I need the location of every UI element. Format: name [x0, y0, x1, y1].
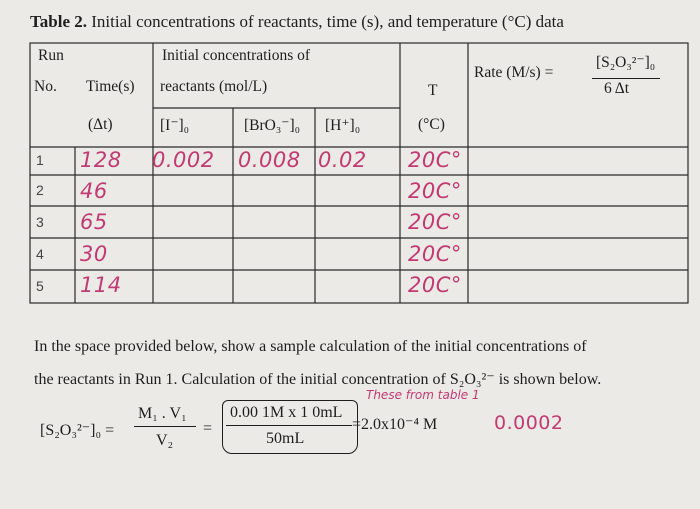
calc-fraction-bar: [134, 426, 196, 427]
row-5-time: 114: [80, 273, 122, 297]
row-3-time: 65: [80, 210, 108, 234]
header-iodide: [I⁻]₀: [160, 117, 190, 134]
handwritten-note: These from table 1: [366, 388, 480, 402]
table-title-label: Table 2.: [30, 12, 88, 31]
instructions-line-1: In the space provided below, show a sample calculation of the initial concentrations of: [34, 338, 587, 355]
header-no: No.: [34, 78, 57, 95]
header-hydrogen: [H⁺]₀: [325, 117, 361, 134]
calc-box-denominator: 50mL: [266, 430, 305, 447]
row-2-run: 2: [36, 182, 44, 198]
header-rate: Rate (M/s) =: [474, 64, 554, 81]
instructions-line-2: the reactants in Run 1. Calculation of the initial concentration of S₂O₃²⁻ is shown below.: [34, 371, 602, 388]
row-4-run: 4: [36, 246, 44, 262]
row-1-bromate: 0.008: [238, 148, 301, 172]
calc-result: =2.0x10⁻⁴ M: [352, 416, 438, 433]
header-delta-t: (Δt): [88, 116, 113, 133]
rate-fraction-bar: [592, 78, 660, 79]
row-1-temp: 20C°: [408, 148, 462, 172]
header-temp: T: [428, 82, 438, 99]
header-initial-conc: Initial concentrations of: [162, 47, 311, 64]
header-run: Run: [38, 47, 64, 64]
calc-denominator: V₂: [156, 432, 174, 449]
row-2-temp: 20C°: [408, 179, 462, 203]
row-1-run: 1: [36, 152, 44, 168]
calc-box-fraction-bar: [226, 425, 352, 426]
table-title-text: Initial concentrations of reactants, time (s), and temperature (°C) data: [91, 12, 564, 31]
handwritten-answer: 0.0002: [494, 412, 564, 434]
calc-lhs: [S₂O₃²⁻]₀ =: [40, 422, 115, 439]
row-1-iodide: 0.002: [152, 148, 215, 172]
row-4-temp: 20C°: [408, 242, 462, 266]
row-4-time: 30: [80, 242, 108, 266]
row-2-time: 46: [80, 179, 108, 203]
calc-numerator: M₁ . V₁: [138, 405, 187, 422]
row-1-time: 128: [80, 148, 122, 172]
calc-box-numerator: 0.00 1M x 1 0mL: [230, 404, 343, 421]
row-5-run: 5: [36, 278, 44, 294]
row-5-temp: 20C°: [408, 273, 462, 297]
header-temp-unit: (°C): [418, 116, 445, 133]
row-3-run: 3: [36, 214, 44, 230]
row-1-hydrogen: 0.02: [318, 148, 367, 172]
header-reactants: reactants (mol/L): [160, 78, 268, 95]
header-bromate: [BrO₃⁻]₀: [244, 117, 301, 134]
header-rate-denominator: 6 Δt: [604, 80, 630, 97]
row-3-temp: 20C°: [408, 210, 462, 234]
calc-equals: =: [203, 420, 213, 437]
header-time: Time(s): [86, 78, 135, 95]
header-rate-numerator: [S₂O₃²⁻]₀: [596, 54, 656, 71]
